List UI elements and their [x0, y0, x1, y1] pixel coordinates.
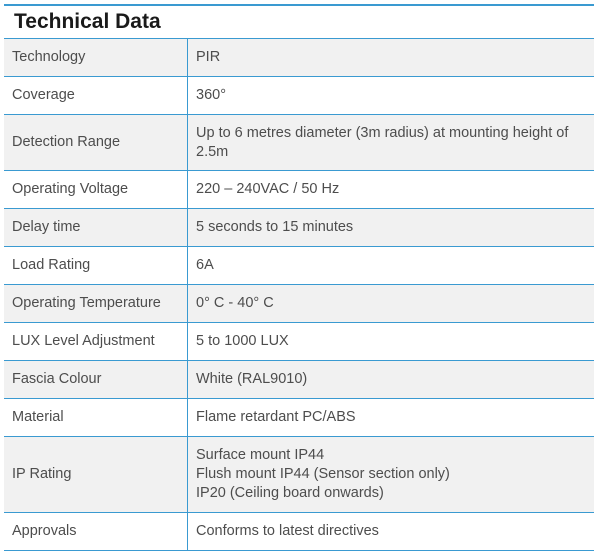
row-label: Operating Voltage — [4, 171, 188, 209]
technical-data-sheet — [4, 4, 594, 551]
title-bar — [4, 4, 594, 38]
table-row — [4, 285, 594, 323]
row-value: White (RAL9010) — [188, 361, 595, 399]
row-label: Operating Temperature — [4, 285, 188, 323]
row-value: Up to 6 metres diameter (3m radius) at mounting height of 2.5m — [188, 115, 595, 171]
value-line: Flush mount IP44 (Sensor section only) — [196, 466, 450, 482]
row-label: Detection Range — [4, 115, 188, 171]
table-row — [4, 513, 594, 551]
row-value: 5 to 1000 LUX — [188, 323, 595, 361]
table-row — [4, 437, 594, 513]
row-label: Fascia Colour — [4, 361, 188, 399]
row-value: Flame retardant PC/ABS — [188, 399, 595, 437]
row-label: Coverage — [4, 77, 188, 115]
table-row — [4, 209, 594, 247]
row-label: IP Rating — [4, 437, 188, 513]
row-value: 360° — [188, 77, 595, 115]
value-line: IP20 (Ceiling board onwards) — [196, 485, 384, 501]
table-row — [4, 171, 594, 209]
row-value: 5 seconds to 15 minutes — [188, 209, 595, 247]
table-row — [4, 77, 594, 115]
row-value: Conforms to latest directives — [188, 513, 595, 551]
row-value: 6A — [188, 247, 595, 285]
table-row — [4, 323, 594, 361]
row-value — [188, 437, 595, 513]
table-row — [4, 361, 594, 399]
table-row — [4, 115, 594, 171]
row-label: Material — [4, 399, 188, 437]
row-value: 0° C - 40° C — [188, 285, 595, 323]
row-value: PIR — [188, 39, 595, 77]
table-row — [4, 39, 594, 77]
row-label: Technology — [4, 39, 188, 77]
row-label: Approvals — [4, 513, 188, 551]
page-title: Technical Data — [14, 10, 161, 33]
row-value: 220 – 240VAC / 50 Hz — [188, 171, 595, 209]
row-label: Load Rating — [4, 247, 188, 285]
table-row — [4, 399, 594, 437]
value-line: Surface mount IP44 — [196, 447, 325, 463]
table-row — [4, 247, 594, 285]
spec-table — [4, 38, 594, 551]
row-label: Delay time — [4, 209, 188, 247]
row-label: LUX Level Adjustment — [4, 323, 188, 361]
